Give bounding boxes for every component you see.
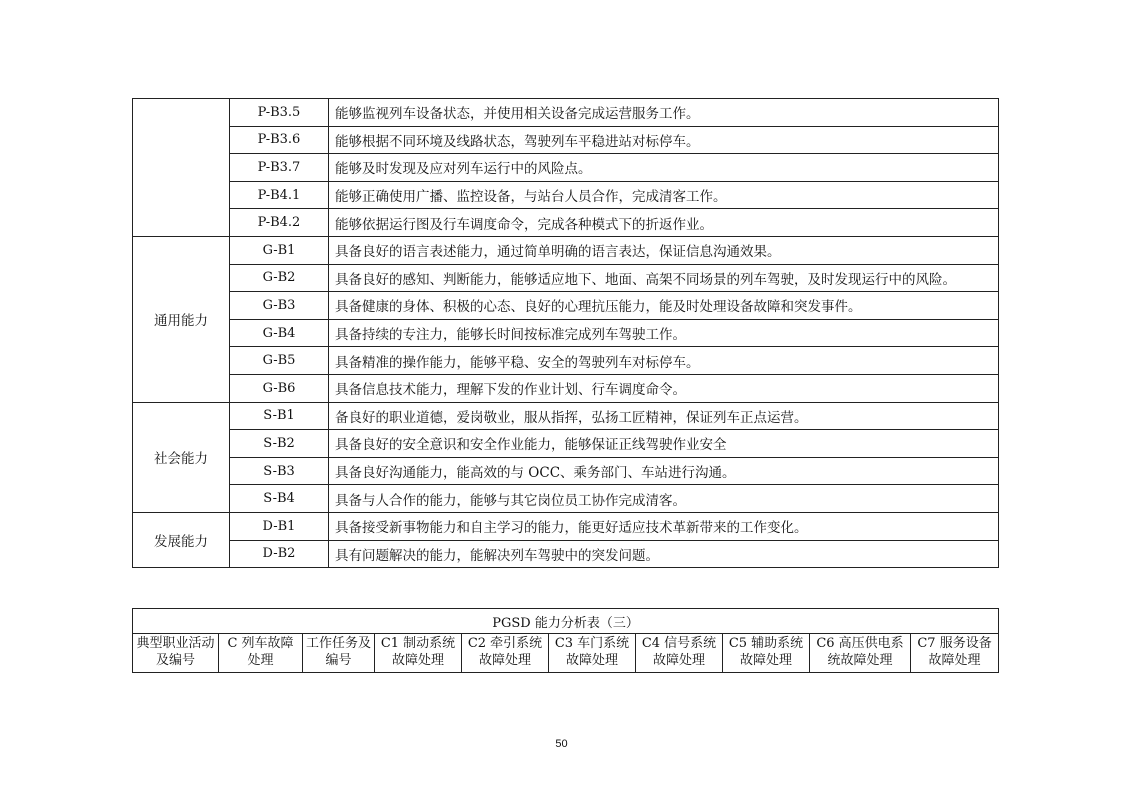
table-row: [133, 485, 999, 513]
ability-description: 具备健康的身体、积极的心态、良好的心理抗压能力，能及时处理设备故障和突发事件。: [329, 292, 999, 320]
table-row: [133, 319, 999, 347]
category-social: 社会能力: [133, 402, 230, 512]
ability-description: 具备良好的语言表述能力，通过简单明确的语言表达，保证信息沟通效果。: [329, 236, 999, 264]
ability-code: S-B4: [230, 485, 329, 513]
ability-description: 能够及时发现及应对列车运行中的风险点。: [329, 154, 999, 182]
ability-description: 备良好的职业道德，爱岗敬业，服从指挥，弘扬工匠精神，保证列车正点运营。: [329, 402, 999, 430]
header-cell: C2 牵引系统故障处理: [462, 634, 549, 673]
table-title: PGSD 能力分析表（三）: [133, 609, 999, 634]
header-cell: C6 高压供电系统故障处理: [810, 634, 911, 673]
table-row: [133, 99, 999, 127]
ability-description: 具备信息技术能力，理解下发的作业计划、行车调度命令。: [329, 374, 999, 402]
ability-code: D-B2: [230, 540, 329, 568]
ability-code: G-B4: [230, 319, 329, 347]
table-row: [133, 264, 999, 292]
table-header-row: [133, 634, 999, 673]
header-cell: 典型职业活动及编号: [133, 634, 219, 673]
pgsd-table: [132, 608, 999, 673]
ability-code: S-B1: [230, 402, 329, 430]
table-row: [133, 402, 999, 430]
ability-code: D-B1: [230, 512, 329, 540]
ability-description: 能够监视列车设备状态，并使用相关设备完成运营服务工作。: [329, 99, 999, 127]
table-row: [133, 430, 999, 458]
table-row: [133, 236, 999, 264]
ability-code: P-B3.6: [230, 126, 329, 154]
table-row: [133, 540, 999, 568]
header-cell: 工作任务及编号: [303, 634, 375, 673]
ability-code: G-B6: [230, 374, 329, 402]
ability-code: P-B4.2: [230, 209, 329, 237]
table-title-row: [133, 609, 999, 634]
table-row: [133, 126, 999, 154]
ability-description: 能够正确使用广播、监控设备，与站台人员合作，完成清客工作。: [329, 181, 999, 209]
ability-code: P-B4.1: [230, 181, 329, 209]
table-row: [133, 457, 999, 485]
ability-code: G-B5: [230, 347, 329, 375]
ability-code: G-B2: [230, 264, 329, 292]
ability-description: 具备良好的安全意识和安全作业能力，能够保证正线驾驶作业安全: [329, 430, 999, 458]
ability-description: 具备持续的专注力，能够长时间按标准完成列车驾驶工作。: [329, 319, 999, 347]
ability-description: 能够依据运行图及行车调度命令，完成各种模式下的折返作业。: [329, 209, 999, 237]
table-row: [133, 292, 999, 320]
table-row: [133, 512, 999, 540]
ability-code: S-B3: [230, 457, 329, 485]
ability-description: 能够根据不同环境及线路状态，驾驶列车平稳进站对标停车。: [329, 126, 999, 154]
ability-description: 具备精准的操作能力，能够平稳、安全的驾驶列车对标停车。: [329, 347, 999, 375]
page-number: 50: [555, 738, 568, 750]
ability-description: 具备良好沟通能力，能高效的与 OCC、乘务部门、车站进行沟通。: [329, 457, 999, 485]
ability-description: 具备接受新事物能力和自主学习的能力，能更好适应技术革新带来的工作变化。: [329, 512, 999, 540]
table-row: [133, 374, 999, 402]
header-cell: C1 制动系统故障处理: [375, 634, 462, 673]
header-cell: C 列车故障处理: [219, 634, 303, 673]
ability-description: 具有问题解决的能力，能解决列车驾驶中的突发问题。: [329, 540, 999, 568]
header-cell: C7 服务设备故障处理: [911, 634, 999, 673]
header-cell: C4 信号系统故障处理: [636, 634, 723, 673]
header-cell: C3 车门系统故障处理: [549, 634, 636, 673]
ability-code: G-B1: [230, 236, 329, 264]
ability-code: P-B3.7: [230, 154, 329, 182]
table-row: [133, 209, 999, 237]
table-row: [133, 347, 999, 375]
ability-description: 具备与人合作的能力，能够与其它岗位员工协作完成清客。: [329, 485, 999, 513]
category-development: 发展能力: [133, 512, 230, 567]
ability-code: P-B3.5: [230, 99, 329, 127]
ability-code: G-B3: [230, 292, 329, 320]
table-row: [133, 154, 999, 182]
table-row: [133, 181, 999, 209]
ability-description: 具备良好的感知、判断能力，能够适应地下、地面、高架不同场景的列车驾驶，及时发现运行中的风险。: [329, 264, 999, 292]
ability-code: S-B2: [230, 430, 329, 458]
category-cell-professional: [133, 99, 230, 237]
header-cell: C5 辅助系统故障处理: [723, 634, 810, 673]
category-general: 通用能力: [133, 236, 230, 402]
ability-table: [132, 98, 999, 568]
